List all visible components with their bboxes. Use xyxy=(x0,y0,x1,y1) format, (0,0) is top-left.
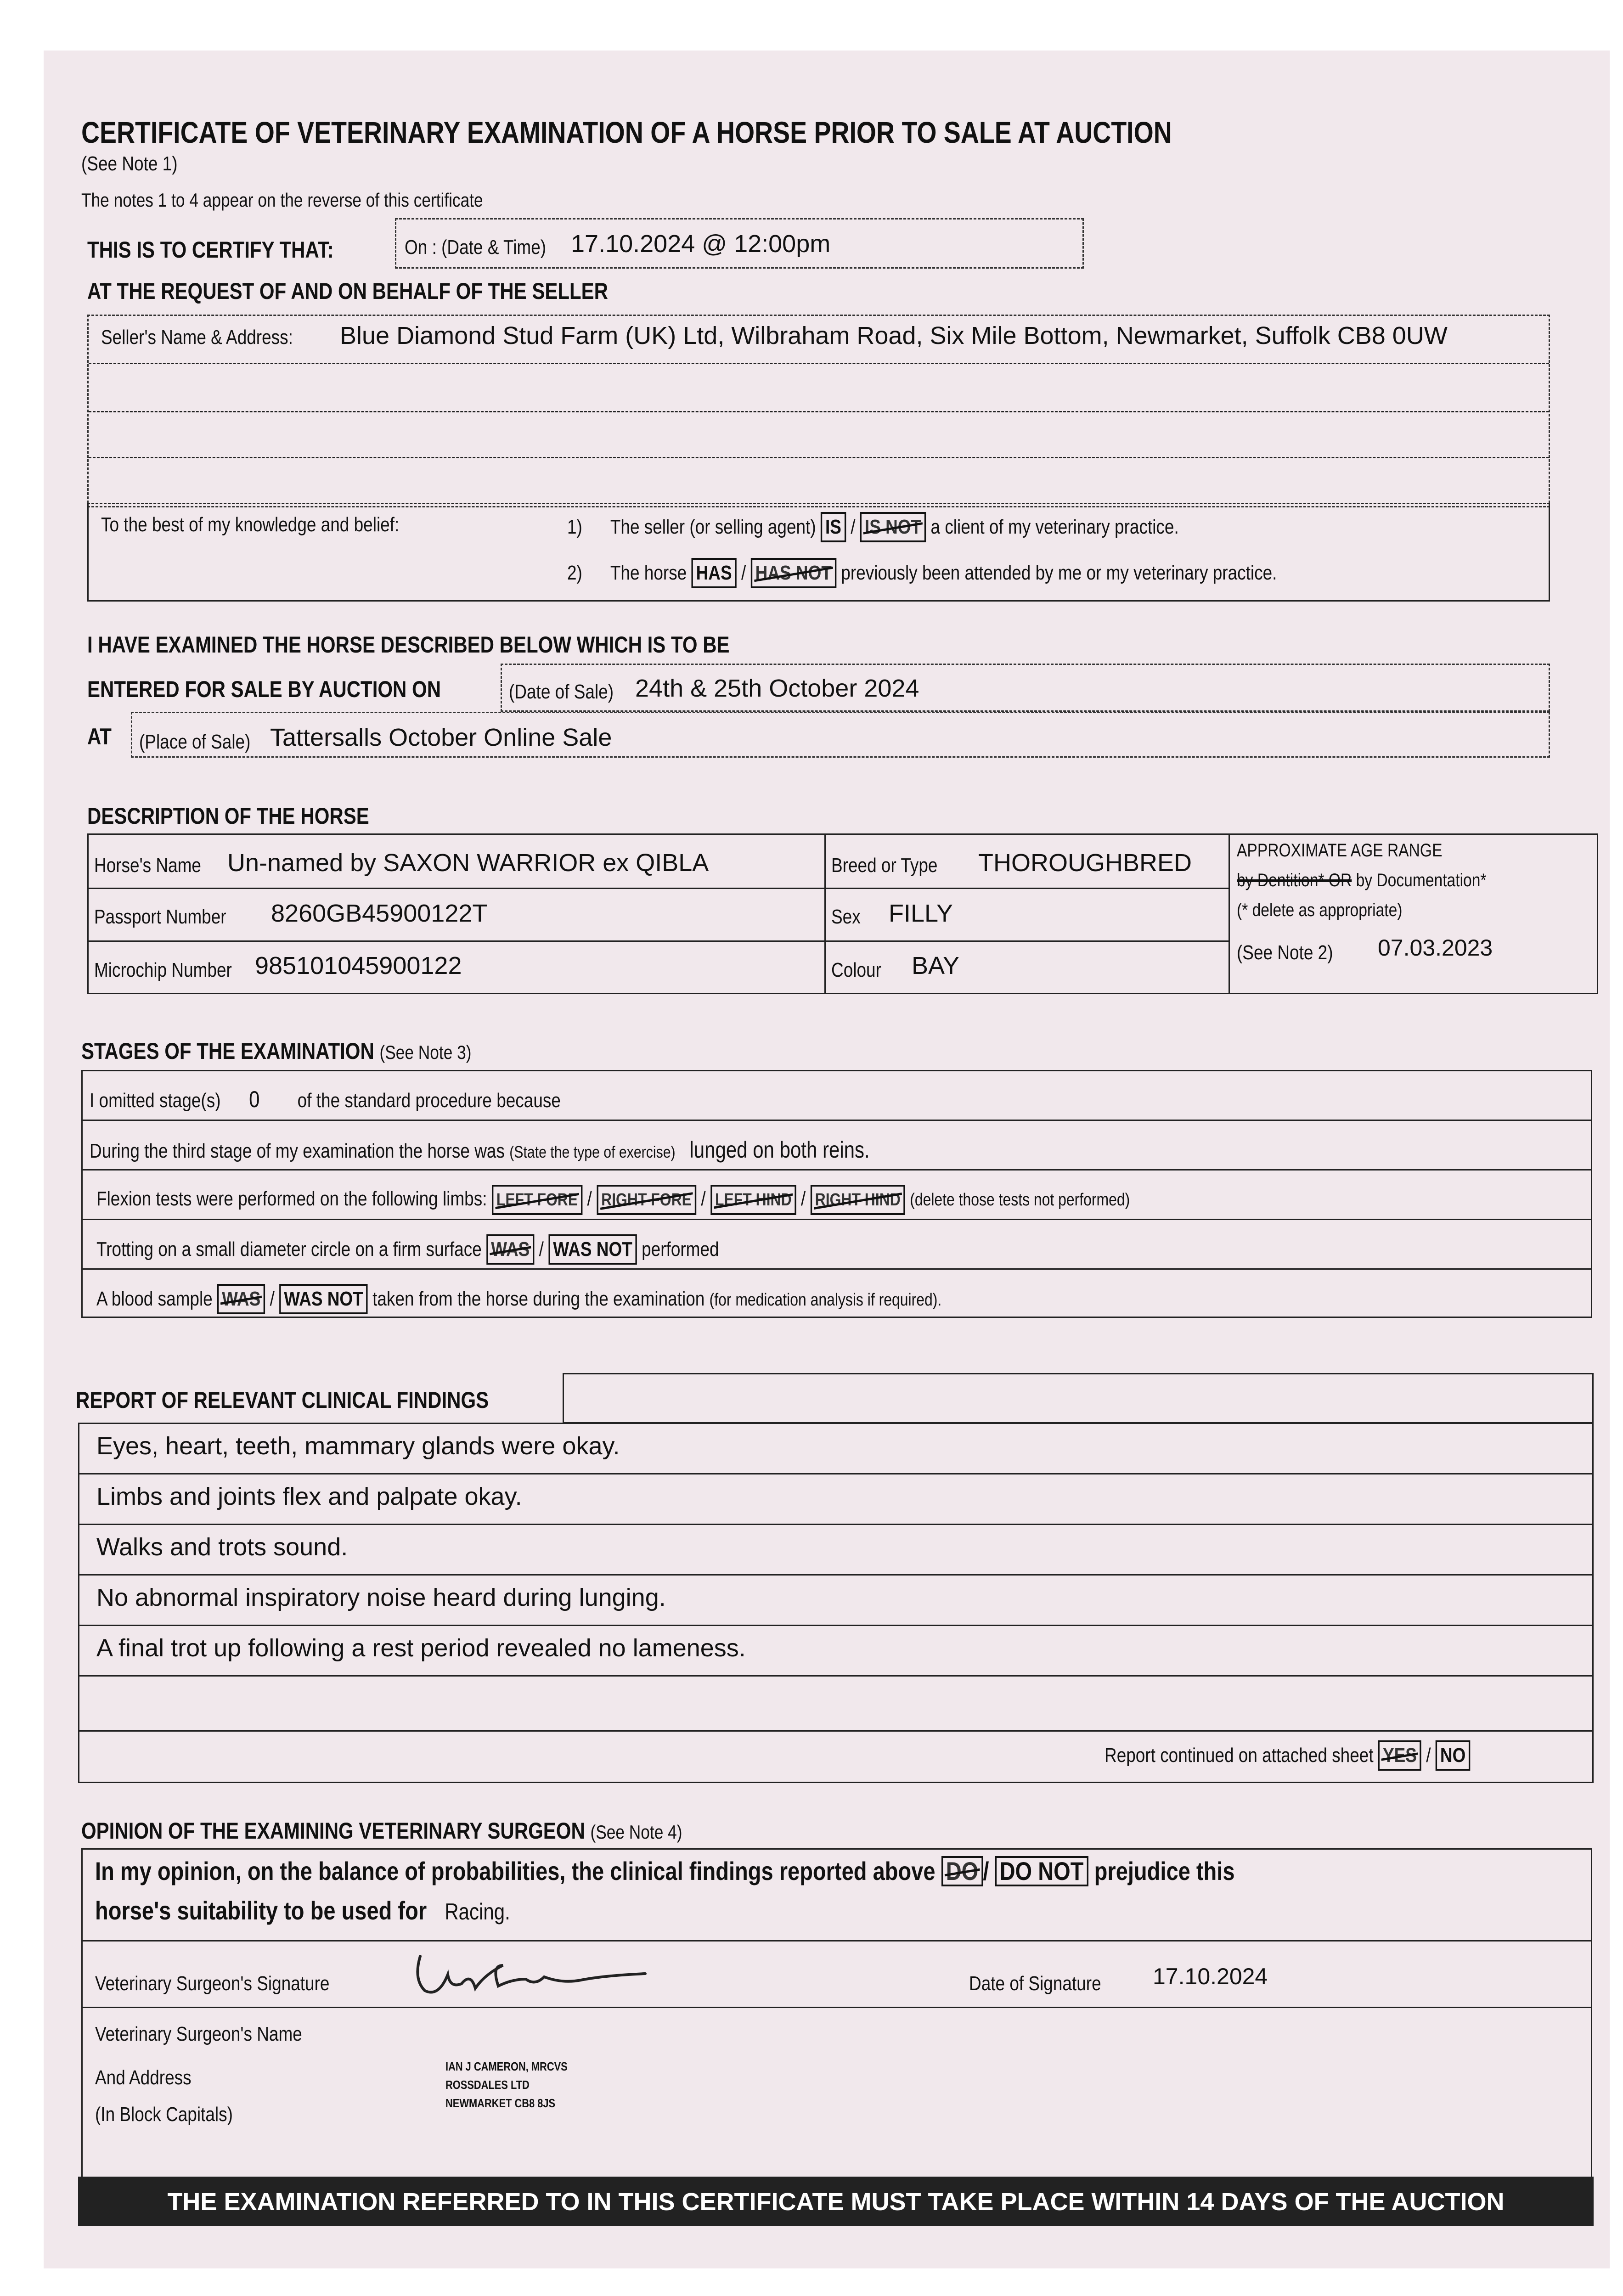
vet-address-label: And Address xyxy=(95,2066,192,2089)
stamp-line: ROSSDALES LTD xyxy=(445,2078,530,2092)
flexion-slash-3: / xyxy=(801,1187,806,1210)
third-small: (State the type of exercise) xyxy=(509,1142,676,1161)
findings-heading: REPORT OF RELEVANT CLINICAL FINDINGS xyxy=(76,1387,489,1413)
certify-label: THIS IS TO CERTIFY THAT: xyxy=(87,237,334,263)
omitted-row xyxy=(90,1086,561,1113)
continued-row xyxy=(1105,1740,1470,1771)
seller-label: Seller's Name & Address: xyxy=(101,326,293,349)
blood-row xyxy=(96,1284,941,1314)
colour-label: Colour xyxy=(831,959,881,981)
flexion-post: (delete those tests not performed) xyxy=(910,1190,1130,1210)
flexion-right-fore[interactable]: RIGHT FORE xyxy=(597,1185,696,1215)
opinion-line2-pre: horse's suitability to be used for xyxy=(95,1896,427,1925)
flexion-left-fore[interactable]: LEFT FORE xyxy=(492,1185,582,1215)
examined-line-2: ENTERED FOR SALE BY AUCTION ON xyxy=(87,676,441,702)
blood-pre: A blood sample xyxy=(96,1288,213,1310)
horse-name-label: Horse's Name xyxy=(94,854,201,877)
continued-slash: / xyxy=(1426,1744,1431,1767)
omitted-value[interactable]: 0 xyxy=(249,1086,260,1112)
item2-option-has[interactable]: HAS xyxy=(692,558,737,588)
knowledge-item-1 xyxy=(567,512,1179,542)
colour-value[interactable]: BAY xyxy=(912,952,960,979)
opinion-note: (See Note 4) xyxy=(590,1821,682,1843)
sale-date-value: 24th & 25th October 2024 xyxy=(635,675,919,702)
seller-line-3 xyxy=(89,457,1549,458)
third-stage-row xyxy=(90,1137,870,1163)
opinion-pre: In my opinion, on the balance of probabilities, the clinical findings reported above xyxy=(95,1857,935,1885)
sex-label: Sex xyxy=(831,906,861,928)
breed-label: Breed or Type xyxy=(831,854,938,877)
trotting-row xyxy=(96,1234,719,1265)
seller-value[interactable]: Blue Diamond Stud Farm (UK) Ltd, Wilbraham Road, Six Mile Bottom, Newmarket, Suffolk CB8 0UW xyxy=(340,322,1448,349)
signature-image xyxy=(406,1947,664,2002)
finding-line-3 xyxy=(78,1574,1594,1576)
opinion-line-1-text xyxy=(95,1856,1234,1886)
finding-line-1 xyxy=(78,1473,1594,1474)
date-signature-label: Date of Signature xyxy=(969,1972,1101,1995)
item2-pre: The horse xyxy=(610,562,687,584)
stamp-line: IAN J CAMERON, MRCVS xyxy=(445,2060,568,2073)
finding-line[interactable]: Walks and trots sound. xyxy=(96,1533,348,1561)
sale-date-field[interactable] xyxy=(501,664,1550,712)
item1-pre: The seller (or selling agent) xyxy=(610,516,816,538)
opinion-heading: OPINION OF THE EXAMINING VETERINARY SURGEON xyxy=(81,1818,585,1844)
page-title: CERTIFICATE OF VETERINARY EXAMINATION OF A HORSE PRIOR TO SALE AT AUCTION xyxy=(81,115,1172,149)
item1-slash: / xyxy=(851,516,856,538)
seller-line-1 xyxy=(89,363,1549,364)
trotting-post: performed xyxy=(642,1238,719,1261)
age-options xyxy=(1237,870,1486,891)
divider-2 xyxy=(1229,833,1230,994)
flexion-right-hind[interactable]: RIGHT HIND xyxy=(811,1185,905,1215)
finding-line[interactable]: Eyes, heart, teeth, mammary glands were okay. xyxy=(96,1432,620,1460)
date-signature-value[interactable]: 17.10.2024 xyxy=(1153,1964,1268,1989)
item1-option-is-not[interactable]: IS NOT xyxy=(860,512,926,542)
notes-line: The notes 1 to 4 appear on the reverse of this certificate xyxy=(81,189,483,211)
opinion-slash: / xyxy=(983,1857,989,1885)
stages-heading-row xyxy=(81,1038,472,1064)
finding-line[interactable]: No abnormal inspiratory noise heard during lunging. xyxy=(96,1584,666,1611)
seller-line-2 xyxy=(89,411,1549,412)
item1-option-is[interactable]: IS xyxy=(821,512,846,542)
sex-value[interactable]: FILLY xyxy=(889,900,953,927)
blood-small: (for medication analysis if required). xyxy=(709,1290,942,1310)
microchip-label: Microchip Number xyxy=(94,959,232,981)
trotting-option-was[interactable]: WAS xyxy=(486,1234,534,1265)
examined-line-1: I HAVE EXAMINED THE HORSE DESCRIBED BELOW WHICH IS TO BE xyxy=(87,632,730,658)
opinion-line-2-text xyxy=(95,1896,510,1925)
trotting-option-was-not[interactable]: WAS NOT xyxy=(548,1234,637,1265)
finding-line-2 xyxy=(78,1524,1594,1525)
finding-line[interactable]: A final trot up following a rest period revealed no lameness. xyxy=(96,1634,746,1662)
opinion-post: prejudice this xyxy=(1094,1857,1235,1885)
vet-stamp[interactable] xyxy=(445,2057,568,2112)
third-value[interactable]: lunged on both reins. xyxy=(689,1137,870,1163)
age-delete-note: (* delete as appropriate) xyxy=(1237,900,1403,920)
microchip-value[interactable]: 985101045900122 xyxy=(255,952,462,979)
certify-on-value: 17.10.2024 @ 12:00pm xyxy=(571,230,831,258)
opinion-line-1 xyxy=(81,1940,1592,1941)
opinion-heading-row xyxy=(81,1818,682,1844)
item1-num: 1) xyxy=(567,516,582,538)
age-see-note: (See Note 2) xyxy=(1237,941,1333,964)
horse-name-value[interactable]: Un-named by SAXON WARRIOR ex QIBLA xyxy=(227,849,709,877)
place-label: (Place of Sale) xyxy=(139,731,251,753)
at-label: AT xyxy=(87,724,112,749)
place-field[interactable] xyxy=(131,712,1550,758)
stage-line-2 xyxy=(81,1169,1592,1171)
certify-on-label: On : (Date & Time) xyxy=(405,236,547,259)
age-struck[interactable]: by Dentition* OR xyxy=(1237,870,1352,890)
item1-post: a client of my veterinary practice. xyxy=(930,516,1179,538)
item2-post: previously been attended by me or my veterinary practice. xyxy=(841,562,1277,584)
footer-text: THE EXAMINATION REFERRED TO IN THIS CERTIFICATE MUST TAKE PLACE WITHIN 14 DAYS OF THE AUCTION xyxy=(167,2188,1505,2216)
age-label: APPROXIMATE AGE RANGE xyxy=(1237,840,1443,861)
opinion-use-value[interactable]: Racing. xyxy=(445,1899,510,1925)
place-value: Tattersalls October Online Sale xyxy=(270,724,612,751)
vet-name-label: Veterinary Surgeon's Name xyxy=(95,2023,302,2045)
blood-post: taken from the horse during the examination xyxy=(372,1288,705,1310)
continued-option-no[interactable]: NO xyxy=(1436,1740,1471,1771)
item2-slash: / xyxy=(741,562,746,584)
blood-option-was[interactable]: WAS xyxy=(217,1284,265,1314)
continued-label: Report continued on attached sheet xyxy=(1105,1744,1374,1767)
passport-value[interactable]: 8260GB45900122T xyxy=(271,900,488,927)
finding-line[interactable]: Limbs and joints flex and palpate okay. xyxy=(96,1483,522,1510)
continued-option-yes[interactable]: YES xyxy=(1378,1740,1421,1771)
item2-option-has-not[interactable]: HAS NOT xyxy=(751,558,836,588)
passport-label: Passport Number xyxy=(94,906,226,928)
opinion-option-do-not[interactable]: DO NOT xyxy=(995,1856,1088,1886)
flexion-left-hind[interactable]: LEFT HIND xyxy=(710,1185,796,1215)
omitted-pre: I omitted stage(s) xyxy=(90,1089,221,1112)
knowledge-item-2 xyxy=(567,558,1277,588)
stage-line-4 xyxy=(81,1268,1592,1270)
stamp-line: NEWMARKET CB8 8JS xyxy=(445,2096,556,2110)
flexion-pre: Flexion tests were performed on the following limbs: xyxy=(96,1187,487,1210)
footer-banner xyxy=(78,2177,1594,2226)
finding-line-4 xyxy=(78,1625,1594,1626)
stages-note: (See Note 3) xyxy=(379,1041,472,1063)
blood-slash: / xyxy=(270,1288,275,1310)
stages-heading: STAGES OF THE EXAMINATION xyxy=(81,1038,374,1064)
sale-date-label: (Date of Sale) xyxy=(509,681,614,703)
description-heading: DESCRIPTION OF THE HORSE xyxy=(87,803,369,829)
findings-heading-box xyxy=(563,1373,1594,1424)
age-doc[interactable]: by Documentation* xyxy=(1356,870,1487,890)
certify-date-field[interactable] xyxy=(395,218,1084,269)
stage-line-1 xyxy=(81,1120,1592,1121)
divider-1 xyxy=(824,833,826,994)
breed-value[interactable]: THOROUGHBRED xyxy=(978,849,1192,877)
blood-option-was-not[interactable]: WAS NOT xyxy=(279,1284,368,1314)
trotting-slash: / xyxy=(539,1238,544,1261)
signature-label: Veterinary Surgeon's Signature xyxy=(95,1972,330,1995)
request-heading: AT THE REQUEST OF AND ON BEHALF OF THE SELLER xyxy=(87,278,608,304)
see-note-1: (See Note 1) xyxy=(81,152,178,175)
row-line-1 xyxy=(87,888,1229,889)
third-pre: During the third stage of my examination the horse was xyxy=(90,1140,505,1162)
finding-line-5 xyxy=(78,1675,1594,1677)
knowledge-label: To the best of my knowledge and belief: xyxy=(101,513,400,536)
certificate-sheet xyxy=(44,51,1610,2268)
age-value[interactable]: 07.03.2023 xyxy=(1378,935,1493,961)
item2-num: 2) xyxy=(567,562,582,584)
flexion-row xyxy=(96,1185,1130,1215)
row-line-2 xyxy=(87,940,1229,942)
opinion-option-do[interactable]: DO xyxy=(941,1856,983,1886)
omitted-post: of the standard procedure because xyxy=(297,1089,561,1112)
finding-line-6 xyxy=(78,1730,1594,1732)
stage-line-3 xyxy=(81,1219,1592,1220)
flexion-slash-2: / xyxy=(701,1187,706,1210)
trotting-pre: Trotting on a small diameter circle on a firm surface xyxy=(96,1238,482,1261)
vet-block-caps: (In Block Capitals) xyxy=(95,2103,233,2126)
flexion-slash-1: / xyxy=(587,1187,592,1210)
opinion-line-2 xyxy=(81,2007,1592,2008)
